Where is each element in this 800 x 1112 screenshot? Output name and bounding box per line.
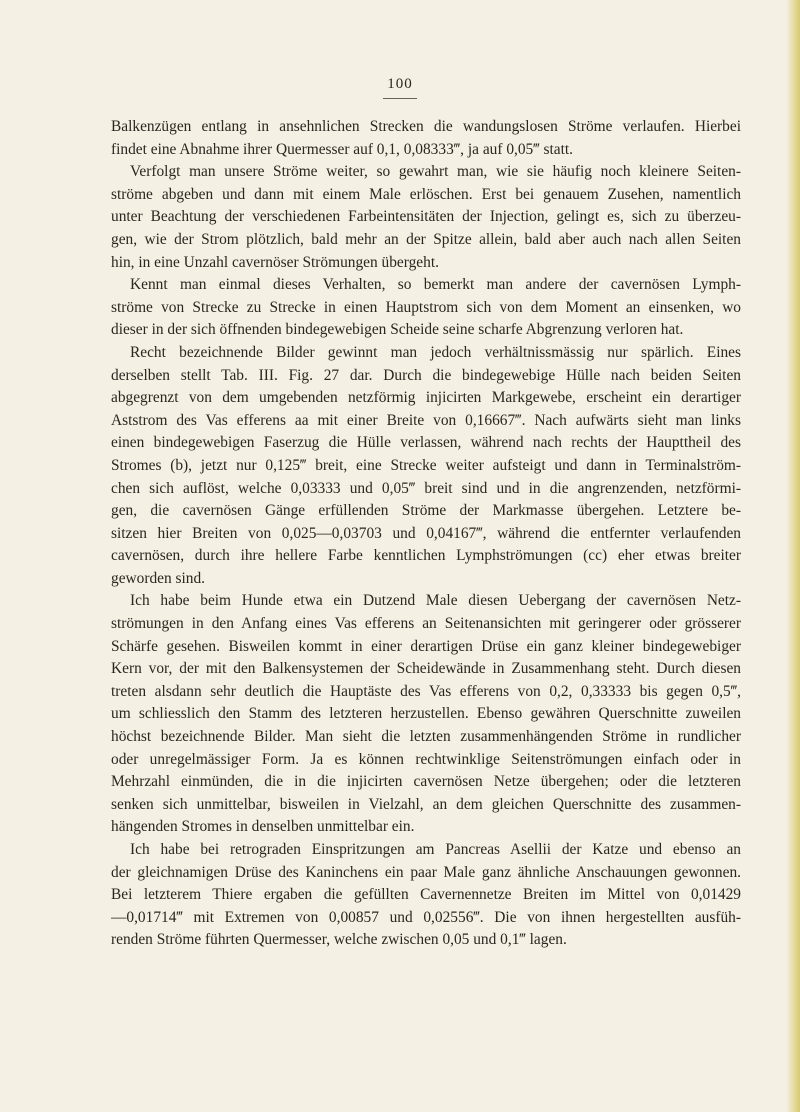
text-line: —0,01714‴ mit Extremen von 0,00857 und 0,02556‴. Die von ihnen hergestellten ausfüh- bbox=[111, 908, 741, 926]
text-line: Verfolgt man unsere Ströme weiter, so gewahrt man, wie sie häufig noch kleinere Seiten- bbox=[130, 163, 741, 181]
text-line: der gleichnamigen Drüse des Kaninchens ein paar Male ganz ähnliche Anschauungen gewonnen. bbox=[111, 863, 741, 881]
text-line: Bei letzterem Thiere ergaben die gefüllten Cavernennetze Breiten im Mittel von 0,01429 bbox=[111, 886, 741, 904]
text-line: Mehrzahl einmünden, die in die injicirten cavernösen Netze übergehen; oder die letzteren bbox=[111, 773, 741, 791]
text-line: derselben stellt Tab. III. Fig. 27 dar. Durch die bindegewebige Hülle nach beiden Seiten bbox=[111, 366, 741, 384]
text-line: geworden sind. bbox=[111, 569, 206, 587]
text-line: chen sich auflöst, welche 0,03333 und 0,05‴ breit sind und in die angrenzenden, netzförmi- bbox=[111, 479, 741, 497]
text-line: sitzen hier Breiten von 0,025—0,03703 und 0,04167‴, während die entfernter verlaufenden bbox=[111, 524, 741, 542]
text-line: strömungen in den Anfang eines Vas efferens an Seitenansichten mit geringerer oder grösserer bbox=[111, 615, 741, 633]
text-line: Aststrom des Vas efferens aa mit einer Breite von 0,16667‴. Nach aufwärts sieht man links bbox=[111, 411, 741, 429]
text-line: Schärfe gesehen. Bisweilen kommt in einer derartigen Drüse ein ganz kleiner bindegewebiger bbox=[111, 637, 741, 655]
text-line: ströme von Strecke zu Strecke in einen Hauptstrom sich von dem Moment an einsenken, wo bbox=[111, 298, 741, 316]
text-line: Recht bezeichnende Bilder gewinnt man jedoch verhältnissmässig nur spärlich. Eines bbox=[130, 343, 741, 361]
text-line: hin, in eine Unzahl cavernöser Strömungen übergeht. bbox=[111, 253, 439, 271]
text-line: unter Beachtung der verschiedenen Farbeintensitäten der Injection, gelingt es, sich zu überzeu- bbox=[111, 208, 741, 226]
paragraph bbox=[111, 342, 741, 591]
text-line: gen, wie der Strom plötzlich, bald mehr an der Spitze allein, bald aber auch nach allen Seiten bbox=[111, 230, 741, 248]
text-line: höchst bezeichnende Bilder. Man sieht die letzten zusammenhängenden Ströme in rundlicher bbox=[111, 728, 741, 746]
text-line: cavernösen, durch ihre hellere Farbe kenntlichen Lymphströmungen (cc) eher etwas breiter bbox=[111, 547, 741, 565]
text-line: Kennt man einmal dieses Verhalten, so bemerkt man andere der cavernösen Lymph- bbox=[130, 276, 741, 294]
page-number: 100 bbox=[387, 76, 413, 92]
text-line: treten alsdann sehr deutlich die Hauptäste des Vas efferens von 0,2, 0,33333 bis gegen 0,5‴, bbox=[111, 682, 741, 700]
text-line: einen bindegewebigen Faserzug die Hülle verlassen, während nach rechts der Haupttheil des bbox=[111, 434, 741, 452]
body-text bbox=[111, 116, 741, 952]
page-edge-discoloration bbox=[786, 0, 800, 1112]
text-line: senken sich unmittelbar, bisweilen in Vielzahl, an dem gleichen Querschnitte des zusammen- bbox=[111, 795, 741, 813]
paragraph bbox=[111, 839, 741, 952]
text-line: findet eine Abnahme ihrer Quermesser auf 0,1, 0,08333‴, ja auf 0,05‴ statt. bbox=[111, 140, 574, 158]
paragraph bbox=[111, 274, 741, 342]
text-line: Ich habe bei retrograden Einspritzungen am Pancreas Asellii der Katze und ebenso an bbox=[130, 841, 741, 858]
text-line: gen, die cavernösen Gänge erfüllenden Ströme der Markmasse übergehen. Letztere be- bbox=[111, 502, 741, 520]
page-number-underline bbox=[383, 98, 417, 99]
text-line: ströme abgeben und dann mit einem Male erlöschen. Erst bei genauem Zusehen, namentlich bbox=[111, 185, 741, 203]
text-line: um schliesslich den Stamm des letzteren herzustellen. Ebenso gewähren Querschnitte zuweilen bbox=[111, 705, 741, 723]
text-line: Kern vor, der mit den Balkensystemen der Scheidewände in Zusammenhang steht. Durch diesen bbox=[111, 660, 741, 678]
text-line: dieser in der sich öffnenden bindegewebigen Scheide seine scharfe Abgrenzung verloren hat. bbox=[111, 321, 684, 339]
text-line: hängenden Stromes in denselben unmittelbar ein. bbox=[111, 818, 415, 836]
text-line: Balkenzügen entlang in ansehnlichen Strecken die wandungslosen Ströme verlaufen. Hierbei bbox=[111, 118, 741, 135]
paragraph bbox=[111, 590, 741, 839]
text-line: Stromes (b), jetzt nur 0,125‴ breit, eine Strecke weiter aufsteigt und dann in Terminalström- bbox=[111, 456, 741, 474]
text-line: oder unregelmässiger Form. Ja es können rechtwinklige Seitenströmungen einfach oder in bbox=[111, 750, 741, 768]
text-line: Ich habe beim Hunde etwa ein Dutzend Male diesen Uebergang der cavernösen Netz- bbox=[130, 592, 741, 610]
text-line: abgegrenzt von dem umgebenden netzförmig injicirten Markgewebe, erscheint ein derartiger bbox=[111, 389, 741, 407]
text-line: renden Ströme führten Quermesser, welche zwischen 0,05 und 0,1‴ lagen. bbox=[111, 931, 567, 949]
paragraph bbox=[111, 161, 741, 274]
paragraph bbox=[111, 116, 741, 161]
